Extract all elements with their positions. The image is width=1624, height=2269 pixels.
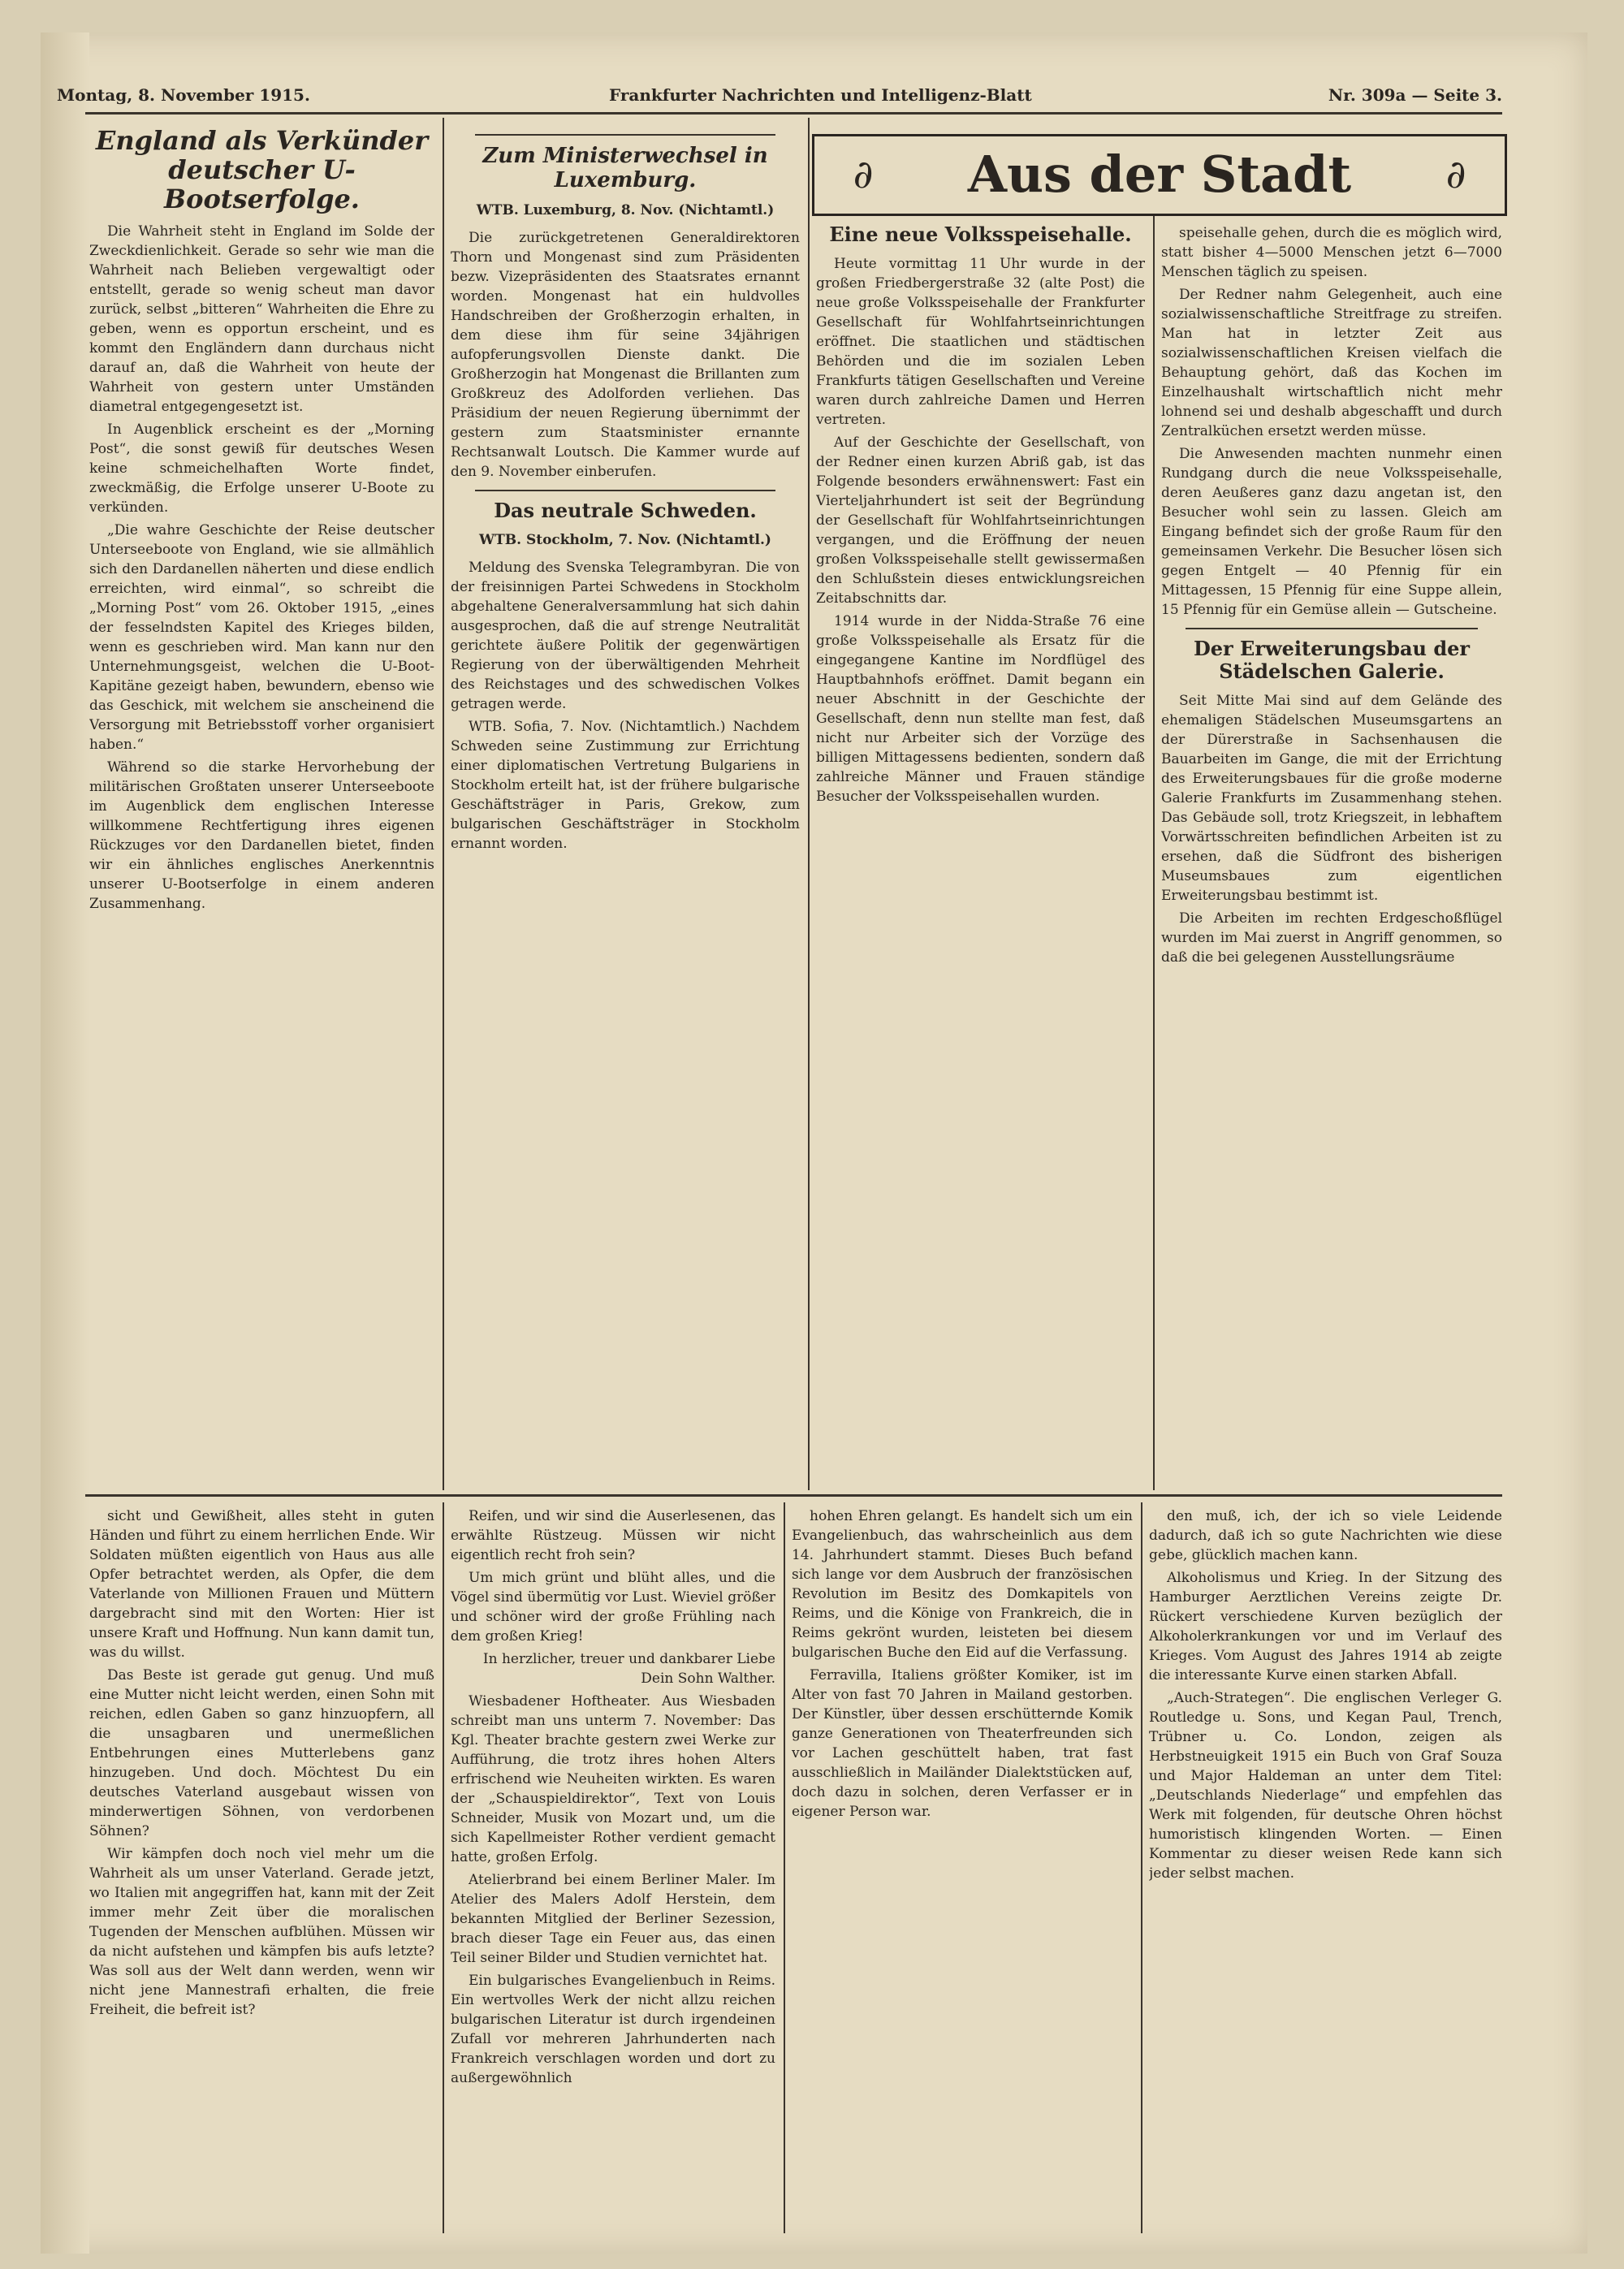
column-feuilleton bbox=[451, 1506, 775, 2233]
column-reims bbox=[792, 1506, 1133, 2233]
fold-rule bbox=[85, 1494, 1502, 1497]
section-banner bbox=[812, 134, 1507, 216]
ornament-right-icon: ∂ bbox=[1445, 152, 1466, 197]
article-volksspeisehalle bbox=[816, 223, 1145, 1490]
page-fold-shadow bbox=[41, 32, 89, 2254]
article-england bbox=[89, 126, 434, 1490]
article-feldpost bbox=[89, 1506, 434, 2233]
paragraph: Die Wahrheit steht in England im Solde der Zweckdienlichkeit. Gerade so sehr wie man die Wahrheit nach Belieben vergewaltigt oder entstellt, gerade so wenig scheut man davor zurück, selbst „bitteren“ Wahrheiten die Ehre zu geben, wenn es opportun erscheint, und es kommt den Engländern dann durchaus nicht darauf an, daß die Wahrheit von heute der Wahrheit von gestern unter Umständen diametral entgegengesetzt ist. bbox=[89, 223, 434, 415]
paragraph: Ferravilla, Italiens größter Komiker, ist im Alter von fast 70 Jahren in Mailand gestorben. Der Künstler, über dessen erschütternde Komik ganze Generationen von Theaterfreunden sich vor Lachen geschüttelt haben, trat fast ausschließlich in Mailänder Dialektstücken auf, doch dazu in solchen, deren Verfasser er in eigener Person war. bbox=[792, 1667, 1133, 1820]
column-rule-5 bbox=[784, 1502, 785, 2233]
paragraph: den muß, ich, der ich so viele Leidende dadurch, daß ich so gute Nachrichten wie diese gebe, glücklich machen kann. bbox=[1149, 1508, 1502, 1563]
column-rule-2 bbox=[808, 118, 810, 1490]
column-alkohol bbox=[1149, 1506, 1502, 2233]
paragraph: speisehalle gehen, durch die es möglich wird, statt bisher 4—5000 Menschen jetzt 6—7000 Menschen täglich zu speisen. bbox=[1161, 225, 1502, 280]
column-news bbox=[451, 126, 800, 1490]
paragraph: Der Redner nahm Gelegenheit, auch eine sozialwissenschaftliche Streitfrage zu streifen. Man hat in letzter Zeit aus sozialwissenschaftlichen Kreisen vielfach die Behauptung gehört, daß das Kochen im Einzelhaushalt wirtschaftlich nicht mehr lohnend sei und deshalb abgeschafft und durch Zentralküchen ersetzt werden müsse. bbox=[1161, 287, 1502, 439]
divider bbox=[475, 134, 775, 136]
paragraph: Um mich grünt und blüht alles, und die Vögel sind übermütig vor Lust. Wieviel größer und schöner wird der große Frühling nach dem großen Krieg! bbox=[451, 1570, 775, 1644]
paragraph: „Auch-Strategen“. Die englischen Verleger G. Routledge u. Sons, und Kegan Paul, Trench, Trübner u. Co. London, zeigen als Herbstneuigkeit 1915 ein Buch von Graf Souza und Major Haldeman an unter dem Titel: „Deutschlands Niederlage“ und empfehlen das Werk mit folgenden, für deutsche Ohren höchst humoristisch klingenden Worten. — Einen Kommentar zu dieser weisen Rede kann sich jeder selbst machen. bbox=[1149, 1690, 1502, 1882]
headline-volksspeisehalle: Eine neue Volksspeisehalle. bbox=[829, 223, 1132, 246]
masthead: Frankfurter Nachrichten und Intelligenz-Blatt bbox=[609, 85, 1032, 105]
page-header bbox=[57, 77, 1502, 110]
column-rule-3 bbox=[1153, 215, 1155, 1490]
paragraph: Reifen, und wir sind die Auserlesenen, das erwählte Rüstzeug. Müssen wir nicht eigentlich recht froh sein? bbox=[451, 1508, 775, 1563]
paragraph: Seit Mitte Mai sind auf dem Gelände des ehemaligen Städelschen Museumsgartens an der Dürerstraße in Sachsenhausen die Bauarbeiten im Gange, die mit der Errichtung des Erweiterungsbaues für die große moderne Galerie Frankfurts im Zusammenhang stehen. Das Gebäude soll, trotz Kriegszeit, in lebhaftem Vorwärtsschreiten befindlichen Arbeiten ist zu ersehen, daß die Südfront des bisherigen Museumsbaues zum eigentlichen Erweiterungsbau bestimmt ist. bbox=[1161, 693, 1502, 904]
divider bbox=[475, 490, 775, 491]
dateline-schweden: WTB. Stockholm, 7. Nov. (Nichtamtl.) bbox=[479, 532, 771, 548]
section-title: Aus der Stadt bbox=[967, 145, 1352, 204]
paragraph: WTB. Sofia, 7. Nov. (Nichtamtlich.) Nachdem Schweden seine Zustimmung zur Errichtung einer diplomatischen Vertretung Bulgariens in Stockholm erteilt hat, ist der frühere bulgarische Geschäftsträger in Paris, Grekow, zum bulgarischen Geschäftsträger in Stockholm ernannt worden. bbox=[451, 719, 800, 852]
paragraph: „Die wahre Geschichte der Reise deutscher Unterseeboote von England, wie sie allmählich sich den Dardanellen näherten und diese endlich erreichten, wird einmal“, so schreibt die „Morning Post“ vom 26. Oktober 1915, „eines der fesselndsten Kapitel des Krieges bilden, wenn es geschrieben wird. Man kann nur den Unternehmungsgeist, welchen die U-Boot-Kapitäne gezeigt haben, bewundern, ebenso wie das Geschick, mit welchem sie anscheinend die Versorgung mit Betriebsstoff vorher organisiert haben.“ bbox=[89, 522, 434, 753]
column-rule-1 bbox=[443, 118, 444, 1490]
paragraph: hohen Ehren gelangt. Es handelt sich um ein Evangelienbuch, das wahrscheinlich aus dem 14. Jahrhundert stammt. Dieses Buch befand sich lange vor dem Ausbruch der französischen Revolution im Besitz des Domkapitels von Reims, und die Könige von Frankreich, die in Reims gekrönt wurden, leisteten bei diesem bulgarischen Buche den Eid auf die Verfassung. bbox=[792, 1508, 1133, 1661]
paragraph: Heute vormittag 11 Uhr wurde in der großen Friedbergerstraße 32 (alte Post) die neue große Volksspeisehalle der Frankfurter Gesellschaft für Wohlfahrtseinrichtungen eröffnet. Die staatlichen und städtischen Behörden und die im sozialen Leben Frankfurts tätigen Gesellschaften und Vereine waren durch zahlreiche Damen und Herren vertreten. bbox=[816, 256, 1145, 428]
headline-galerie: Der Erweiterungsbau der Städelschen Galerie. bbox=[1193, 637, 1471, 683]
paragraph: 1914 wurde in der Nidda-Straße 76 eine große Volksspeisehalle als Ersatz für die eingegangene Kantine im Nordflügel des Hauptbahnhofs eröffnet. Damit begann ein neuer Abschnitt in der Geschichte der Gesellschaft, denn nun stellte man fest, daß nicht nur Arbeiter sich der Vorzüge des billigen Mittagessens bedienten, sondern daß zahlreiche Männer und Frauen ständige Besucher der Volksspeisehallen wurden. bbox=[816, 613, 1145, 805]
page-number: Nr. 309a — Seite 3. bbox=[1328, 85, 1502, 105]
ornament-left-icon: ∂ bbox=[853, 152, 874, 197]
divider bbox=[1186, 628, 1478, 629]
header-rule bbox=[85, 112, 1502, 115]
column-rule-6 bbox=[1141, 1502, 1142, 2233]
paragraph: Die zurückgetretenen Generaldirektoren Thorn und Mongenast sind zum Präsidenten bezw. Vizepräsidenten des Staatsrates ernannt worden. Mongenast hat ein huldvolles Handschreiben der Großherzogin erhalten, in dem diese ihm für seine 34jährigen aufopferungsvollen Dienste dankt. Die Großherzogin hat Mongenast die Brillanten zum Großkreuz des Adolforden verliehen. Das Präsidium der neuen Regierung übernimmt der gestern zum Staatsminister ernannte Rechtsanwalt Loutsch. Die Kammer wurde auf den 9. November einberufen. bbox=[451, 230, 800, 480]
paragraph: Ein bulgarisches Evangelienbuch in Reims. Ein wertvolles Werk der nicht allzu reichen bulgarischen Literatur ist durch irgendeinen Zufall vor mehreren Jahrhunderten nach Frankreich verschlagen worden und dort zu außergewöhnlich bbox=[451, 1973, 775, 2086]
issue-date: Montag, 8. November 1915. bbox=[57, 85, 310, 105]
paragraph: Atelierbrand bei einem Berliner Maler. Im Atelier des Malers Adolf Herstein, dem bekannten Mitglied der Berliner Sezession, brach dieser Tage ein Feuer aus, das einen Teil seiner Bilder und Studien vernichtet hat. bbox=[451, 1872, 775, 1966]
signature: In herzlicher, treuer und dankbarer Liebe Dein Sohn Walther. bbox=[482, 1651, 775, 1687]
paragraph: Auf der Geschichte der Gesellschaft, von der Redner einen kurzen Abriß gab, ist das Folgende besonders erwähnenswert: Fast ein Vierteljahrhundert ist seit der Begründung der Gesellschaft für Wohlfahrtseinrichtungen vergangen, und die Eröffnung der neuen großen Volksspeisehalle stellt gewissermaßen den Schlußstein dieses entwicklungsreichen Zeitabschnitts dar. bbox=[816, 434, 1145, 607]
headline-schweden: Das neutrale Schweden. bbox=[494, 499, 757, 522]
paragraph: Die Arbeiten im rechten Erdgeschoßflügel wurden im Mai zuerst in Angriff genommen, so daß die bei gelegenen Ausstellungsräume bbox=[1161, 910, 1502, 966]
paragraph: sicht und Gewißheit, alles steht in guten Händen und führt zu einem herrlichen Ende. Wir Soldaten müßten eigentlich von Haus aus alle Opfer betrachtet werden, als Opfer, die dem Vaterlande von Millionen Frauen und Müttern dargebracht sind mit den Worten: Hier ist unsere Kraft und Hoffnung. Nun kann damit tun, was du willst. bbox=[89, 1508, 434, 1661]
headline-luxemburg: Zum Ministerwechsel in Luxemburg. bbox=[482, 144, 768, 192]
paragraph: Die Anwesenden machten nunmehr einen Rundgang durch die neue Volksspeisehalle, deren Aeußeres ganz dazu angetan ist, den Besucher wohl sein zu lassen. Gleich am Eingang befindet sich der große Raum für den gemeinsamen Verkehr. Die Besucher lösen sich gegen Entgelt — 40 Pfennig für ein Mittagessen, 15 Pfennig für eine Suppe allein, 15 Pfennig für ein Gemüse allein — Gutscheine. bbox=[1161, 446, 1502, 618]
dateline-luxemburg: WTB. Luxemburg, 8. Nov. (Nichtamtl.) bbox=[476, 202, 775, 218]
paragraph: Während so die starke Hervorhebung der militärischen Großtaten unserer Unterseeboote im Augenblick dem englischen Interesse willkommene Rechtfertigung ihres eigenen Rückzuges vor den Dardanellen bietet, finden wir ein ähnliches englisches Anerkenntnis unserer U-Bootserfolge in einem anderen Zusammenhang. bbox=[89, 759, 434, 912]
paragraph: Wiesbadener Hoftheater. Aus Wiesbaden schreibt man uns unterm 7. November: Das Kgl. Theater brachte gestern zwei Werke zur Aufführung, die trotz ihres hohen Alters erfrischend wie Neuheiten wirkten. Es waren der „Schauspieldirektor“, Text von Louis Schneider, Musik von Mozart und, um die sich Kapellmeister Rother verdient gemacht hatte, großen Erfolg. bbox=[451, 1693, 775, 1865]
paragraph: Alkoholismus und Krieg. In der Sitzung des Hamburger Aerztlichen Vereins zeigte Dr. Rückert verschiedene Kurven bezüglich der Alkoholerkrankungen vor und im Verlauf des Krieges. Vom August des Jahres 1914 ab zeigte die interessante Kurve einen starken Abfall. bbox=[1149, 1570, 1502, 1683]
paragraph: Meldung des Svenska Telegrambyran. Die von der freisinnigen Partei Schwedens in Stockholm abgehaltene Generalversammlung hat sich dahin ausgesprochen, daß die auf strenge Neutralität gerichtete äußere Politik der gegenwärtigen Regierung von der überwältigenden Mehrheit des Reichstages und des schwedischen Volkes getragen werde. bbox=[451, 560, 800, 712]
headline-england: England als Verkünder deutscher U-Bootserfolge. bbox=[95, 126, 429, 214]
column-stadt-right bbox=[1161, 223, 1502, 1490]
paragraph: In Augenblick erscheint es der „Morning Post“, die sonst gewiß für deutsches Wesen keine schmeichelhaften Worte findet, zweckmäßig, die Erfolge unserer U-Boote zu verkünden. bbox=[89, 421, 434, 516]
paragraph: Wir kämpfen doch noch viel mehr um die Wahrheit als um unser Vaterland. Gerade jetzt, wo Italien mit angegriffen hat, kann mit der Zeit immer mehr Zeit über die moralischen Tugenden der Menschen aufblühen. Müssen wir da nicht aufstehen und kämpfen bis aufs letzte? Was soll aus der Welt dann werden, wenn wir nicht jene Mannestrafi erhalten, die freie Freiheit, die befreit ist? bbox=[89, 1846, 434, 2018]
paragraph: Das Beste ist gerade gut genug. Und muß eine Mutter nicht leicht werden, einen Sohn mit reichen, edlen Gaben so ganz hinzuopfern, all die unsagbaren und unermeßlichen Entbehrungen eines Mutterlebens ganz hinzugeben. Und doch. Möchtest Du ein deutsches Vaterland ausgebaut wissen von minderwertigen Söhnen, von verdorbenen Söhnen? bbox=[89, 1667, 434, 1839]
column-rule-4 bbox=[443, 1502, 444, 2233]
